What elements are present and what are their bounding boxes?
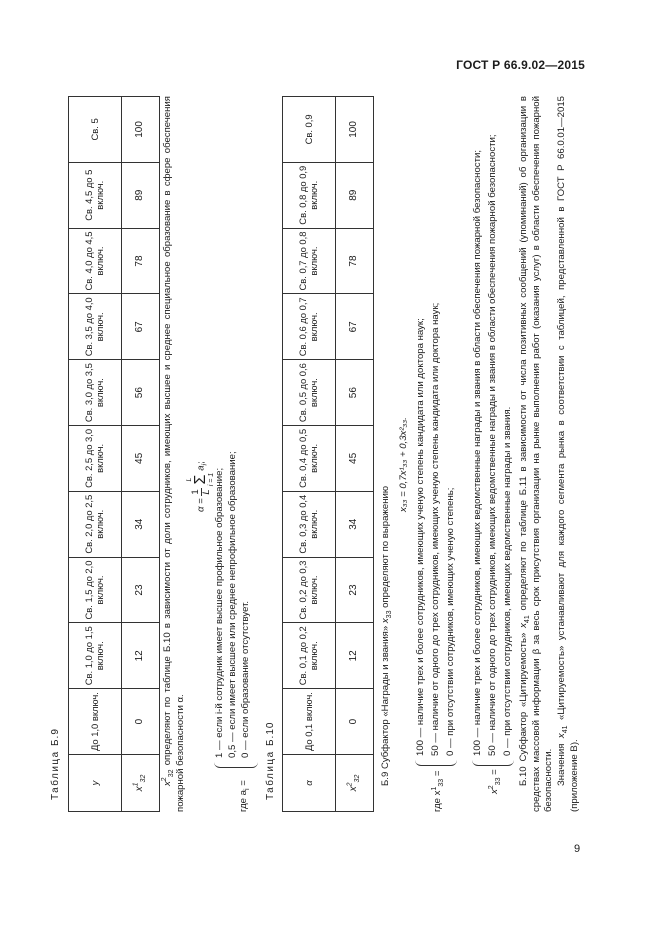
table-b9-header-cell: Св. 4,0 до 4,5 включ.	[69, 228, 122, 294]
table-b9-header-cell: Св. 3,5 до 4,0 включ.	[69, 294, 122, 360]
table-b9-value-cell: 23	[122, 557, 160, 623]
def-x33-1-case: 0 — при отсутствии сотрудников, имеющих ученую степень;	[445, 487, 456, 756]
section-b9-heading: Б.9 Субфактор «Награды и звания» $x_{33}$ определяют по выражению	[380, 485, 393, 786]
table-b10-caption: Таблица Б.10	[265, 721, 276, 800]
section-b10-paragraph: Б.10 Субфактор «Цитируемость» $x_{41}$ определяют по таблице Б.11 в зависимости от числа позитивных сообщений (упоминаний) об организации в средствах массовой информации β за весь срок присутствия организации на рынке выполнения работ (оказания услуг) в области обеспечения пожарной безопасности.	[518, 96, 555, 812]
def-ai-brace	[214, 761, 258, 768]
table-b10-header-cell: Св. 0,6 до 0,7 включ.	[283, 294, 336, 360]
table-b9-value-cell: 89	[122, 162, 160, 228]
table-b10-value-cell: 0	[336, 689, 374, 755]
table-b10-value-cell: 78	[336, 228, 374, 294]
table-b9-header-cell: Св. 5	[69, 97, 122, 163]
def-ai-prefix: где $a_i$ =	[238, 780, 251, 812]
table-b10-header-cell: До 0,1 включ.	[283, 689, 336, 755]
table-b10-value-cell: 45	[336, 426, 374, 492]
table-b9-row-label-x32-1: $x^1_{32}$	[122, 755, 160, 812]
table-b10	[282, 96, 374, 812]
def-x33-1-brace	[415, 759, 457, 766]
paragraph-x32-2: $x^2_{32}$ определяют по таблице Б.10 в зависимости от доли сотрудников, имеющих высшее и среднее специальное образование в сфере обеспечения пожарной безопасности α.	[160, 96, 186, 812]
table-b9-value-cell: 45	[122, 426, 160, 492]
formula-alpha: α = 1 L L Σ i = 1 $a_i$;	[186, 461, 215, 512]
table-b10-header-cell: Св. 0,2 до 0,3 включ.	[283, 557, 336, 623]
table-b9-value-cell: 67	[122, 294, 160, 360]
table-b10-value-cell: 100	[336, 97, 374, 163]
sum-sign: L Σ i = 1	[186, 472, 215, 487]
table-b10-value-cell: 67	[336, 294, 374, 360]
table-b10-value-row	[336, 97, 374, 812]
table-b9-row-label-y: y	[69, 755, 122, 812]
table-b9-header-cell: До 1,0 включ.	[69, 689, 122, 755]
def-x33-1-case: 50 — наличие от одного до трех сотрудников, имеющих ученую степень кандидата или доктора наук;	[430, 302, 441, 756]
table-b9-value-cell: 78	[122, 228, 160, 294]
table-b10-value-cell: 34	[336, 491, 374, 557]
sigma-glyph: Σ	[192, 474, 209, 485]
table-b10-row-label-x32-2: $x^2_{32}$	[336, 755, 374, 812]
table-b9-header-row	[69, 97, 122, 812]
page-header: ГОСТ Р 66.9.02—2015	[456, 58, 585, 72]
formula-x33: x₃₃ = 0,7x¹₃₃ + 0,3x²₃₃.	[398, 417, 409, 512]
table-b10-header-cell: Св. 0,8 до 0,9 включ.	[283, 162, 336, 228]
table-b9-header-cell: Св. 4,5 до 5 включ.	[69, 162, 122, 228]
table-b9-header-cell: Св. 2,0 до 2,5 включ.	[69, 491, 122, 557]
table-b10-value-cell: 89	[336, 162, 374, 228]
def-x33-2-prefix: $x^2_{33}$ =	[487, 769, 502, 794]
table-b9-value-cell: 56	[122, 360, 160, 426]
table-b9	[68, 96, 160, 812]
paragraph-x41: Значения $x_{41}$ «Цитируемость» устанавливают для каждого сегмента рынка в соответствии с таблицей, представленной в ГОСТ Р 66.0.01—2015 (приложение В).	[556, 96, 580, 812]
rotated-content	[48, 92, 580, 812]
table-b9-value-cell: 100	[122, 97, 160, 163]
table-b9-caption	[50, 728, 63, 800]
def-ai-case: 1 — если i-й сотрудник имеет высшее профильное образование;	[214, 467, 225, 758]
table-b10-header-cell: Св. 0,1 до 0,2 включ.	[283, 623, 336, 689]
def-x33-1-prefix: где $x^1_{33}$ =	[430, 770, 445, 812]
def-x33-2-case: 0 — при отсутствии сотрудников, имеющих ведомственные награды и звания.	[502, 406, 513, 756]
table-b9-value-cell: 34	[122, 491, 160, 557]
table-b9-header-cell: Св. 1,0 до 1,5 включ.	[69, 623, 122, 689]
table-b9-caption-word: Таблица	[50, 750, 61, 800]
def-x33-2-brace	[472, 759, 514, 766]
table-b10-header-cell: Св. 0,3 до 0,4 включ.	[283, 491, 336, 557]
table-b9-header-cell: Св. 1,5 до 2,0 включ.	[69, 557, 122, 623]
def-x33-1-case: 100 — наличие трех и более сотрудников, имеющих ученую степень кандидата или доктора наук;	[415, 318, 426, 756]
table-b10-header-cell: Св. 0,5 до 0,6 включ.	[283, 360, 336, 426]
table-b9-header-cell: Св. 3,0 до 3,5 включ.	[69, 360, 122, 426]
table-b10-header-cell: Св. 0,9	[283, 97, 336, 163]
table-b9-value-row	[122, 97, 160, 812]
table-b9-value-cell: 12	[122, 623, 160, 689]
table-b10-value-cell: 56	[336, 360, 374, 426]
formula-alpha-fraction: 1 L	[189, 489, 212, 495]
table-b9-caption-num: Б.9	[50, 728, 61, 746]
def-ai-case: 0 — если образование отсутствует.	[240, 600, 251, 758]
table-b10-header-cell: Св. 0,7 до 0,8 включ.	[283, 228, 336, 294]
table-b10-row-label-alpha: α	[283, 755, 336, 812]
page-number: 9	[574, 843, 581, 855]
table-b10-header-row	[283, 97, 336, 812]
def-x33-2-case: 50 — наличие от одного до трех сотрудников, имеющих ведомственные награды и звания в области обеспечения пожарной безопасности;	[487, 134, 498, 756]
table-b10-header-cell: Св. 0,4 до 0,5 включ.	[283, 426, 336, 492]
table-b10-value-cell: 23	[336, 557, 374, 623]
table-b9-value-cell: 0	[122, 689, 160, 755]
table-b10-value-cell: 12	[336, 623, 374, 689]
table-b9-header-cell: Св. 2,5 до 3,0 включ.	[69, 426, 122, 492]
def-x33-2-case: 100 — наличие трех и более сотрудников, имеющих ведомственные награды и звания в области обеспечения пожарной безопасности;	[472, 149, 483, 756]
def-ai-case: 0,5 — если имеет высшее или среднее непрофильное образование;	[227, 451, 238, 758]
